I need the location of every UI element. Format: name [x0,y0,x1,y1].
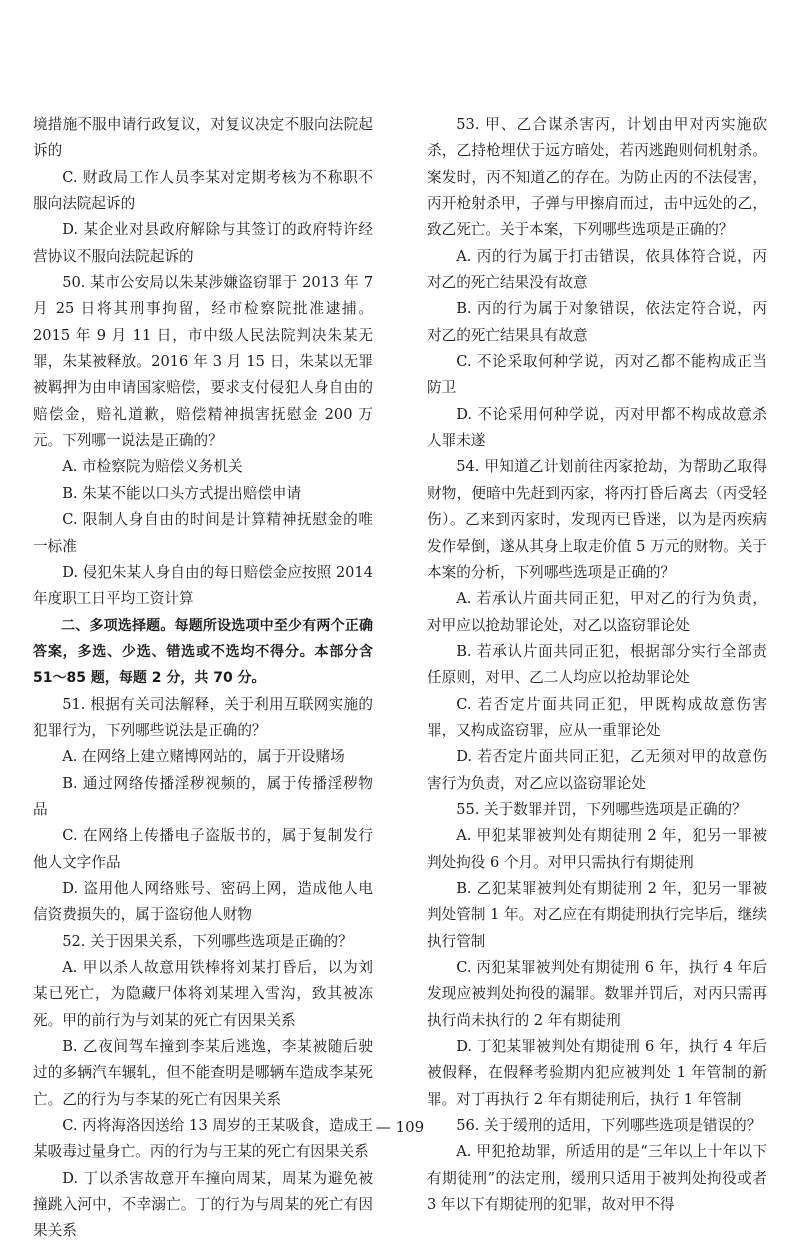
paragraph: A. 甲犯某罪被判处有期徒刑 2 年，犯另一罪被判处拘役 6 个月。对甲只需执行有期徒刑 [427,827,767,871]
paragraph: C. 不论采取何种学说，丙对乙都不能构成正当防卫 [427,353,767,397]
paragraph: 54. 甲知道乙计划前往丙家抢劫，为帮助乙取得财物，便暗中先赶到丙家，将丙打昏后离去（丙受轻伤）。乙来到丙家时，发现丙已昏迷，以为是丙疾病发作晕倒，遂从其身上取走价值 5 万元的财物。关于本案的分析，下列哪些选项是正确的？ [427,458,767,581]
paragraph: 56. 关于缓刑的适用，下列哪些选项是错误的？ [456,1117,762,1135]
page-number: — 109 [375,1118,425,1136]
paragraph: C. 丙将海洛因送给 13 周岁的王某吸食，造成王某吸毒过量身亡。丙的行为与王某的死亡有因果关系 [33,1117,373,1161]
paragraph: C. 财政局工作人员李某对定期考核为不称职不服向法院起诉的 [33,168,373,213]
paragraph: D. 若否定片面共同正犯，乙无须对甲的故意伤害行为负责，对乙应以盗窃罪论处 [427,748,767,792]
paragraph: D. 盗用他人网络账号、密码上网，造成他人电信资费损失的，属于盗窃他人财物 [33,879,373,924]
paragraph: B. 通过网络传播淫秽视频的，属于传播淫秽物品 [33,774,373,818]
paragraph: A. 市检察院为赔偿义务机关 [62,458,243,476]
paragraph: D. 不论采用何种学说，丙对甲都不构成故意杀人罪未遂 [427,405,767,450]
paragraph: 55. 关于数罪并罚，下列哪些选项是正确的？ [456,800,747,818]
paragraph: 50. 某市公安局以朱某涉嫌盗窃罪于 2013 年 7 月 25 日将其刑事拘留，经市检察院批准逮捕。2015 年 9 月 11 日，市中级人民法院判决朱某无罪，朱某被释放。2016 年 3 月 15 日，朱某以无罪被羁押为由申请国家赔偿，要求支付侵犯人身自由的赔偿金，赔礼道歉，赔偿精神损害抚慰金 200 万元。下列哪一说法是正确的？ [33,274,373,450]
paragraph: A. 甲犯抢劫罪，所适用的是“三年以上十年以下有期徒刑”的法定刑，缓刑只适用于被判处拘役或者 3 年以下有期徒刑的犯罪，故对甲不得 [427,1143,767,1214]
paragraph: 境措施不服申请行政复议，对复议决定不服向法院起诉的 [33,116,373,160]
paragraph: C. 若否定片面共同正犯，甲既构成故意伤害罪，又构成盗窃罪，应从一重罪论处 [427,695,767,739]
paragraph: B. 乙夜间驾车撞到李某后逃逸，李某被随后驶过的多辆汽车辗轧，但不能查明是哪辆车造成李某死亡。乙的行为与李某的死亡有因果关系 [33,1038,373,1108]
paragraph: D. 侵犯朱某人身自由的每日赔偿金应按照 2014 年度职工日平均工资计算 [33,563,373,608]
paragraph: A. 在网络上建立赌博网站的，属于开设赌场 [62,748,345,766]
paragraph: 53. 甲、乙合谋杀害丙，计划由甲对丙实施砍杀，乙持枪埋伏于远方暗处，若丙逃跑则伺机射杀。案发时，丙不知道乙的存在。为防止丙的不法侵害，丙开枪射杀甲，子弹与甲擦肩而过，击中远处的乙，致乙死亡。关于本案，下列哪些选项是正确的？ [427,116,767,239]
paragraph: B. 乙犯某罪被判处有期徒刑 2 年，犯另一罪被判处管制 1 年。对乙应在有期徒刑执行完毕后，继续执行管制 [427,879,767,950]
paragraph: C. 丙犯某罪被判处有期徒刑 6 年，执行 4 年后发现应被判处拘役的漏罪。数罪并罚后，对丙只需再执行尚未执行的 2 年有期徒刑 [427,959,767,1029]
paragraph: A. 丙的行为属于打击错误，依具体符合说，丙对乙的死亡结果没有故意 [427,247,767,292]
section-heading: 二、多项选择题。每题所设选项中至少有两个正确答案，多选、少选、错选或不选均不得分。本部分含 51～85 题，每题 2 分，共 70 分。 [33,617,373,687]
paragraph: D. 丁以杀害故意开车撞向周某，周某为避免被撞跳入河中，不幸溺亡。丁的行为与周某的死亡有因果关系 [33,1169,373,1240]
paragraph: D. 丁犯某罪被判处有期徒刑 6 年，执行 4 年后被假释，在假释考验期内犯应被判处 1 年管制的新罪。对丁再执行 2 年有期徒刑后，执行 1 年管制 [427,1038,767,1108]
left-column [33,112,373,1245]
paragraph: B. 若承认片面共同正犯，根据部分实行全部责任原则，对甲、乙二人均应以抢劫罪论处 [427,642,767,687]
paragraph: B. 丙的行为属于对象错误，依法定符合说，丙对乙的死亡结果具有故意 [427,300,767,344]
paragraph: A. 若承认片面共同正犯，甲对乙的行为负责，对甲应以抢劫罪论处，对乙以盗窃罪论处 [427,590,767,634]
paragraph: C. 限制人身自由的时间是计算精神抚慰金的唯一标准 [33,511,373,555]
paragraph: C. 在网络上传播电子盗版书的，属于复制发行他人文字作品 [33,827,373,871]
paragraph: 51. 根据有关司法解释，关于利用互联网实施的犯罪行为，下列哪些说法是正确的？ [33,695,373,739]
paragraph: A. 甲以杀人故意用铁棒将刘某打昏后，以为刘某已死亡，为隐藏尸体将刘某埋入雪沟，致其被冻死。甲的前行为与刘某的死亡有因果关系 [33,959,373,1029]
paragraph: 52. 关于因果关系，下列哪些选项是正确的？ [62,932,353,950]
right-column [427,112,767,1218]
paragraph: B. 朱某不能以口头方式提出赔偿申请 [62,484,302,502]
paragraph: D. 某企业对县政府解除与其签订的政府特许经营协议不服向法院起诉的 [33,221,373,265]
